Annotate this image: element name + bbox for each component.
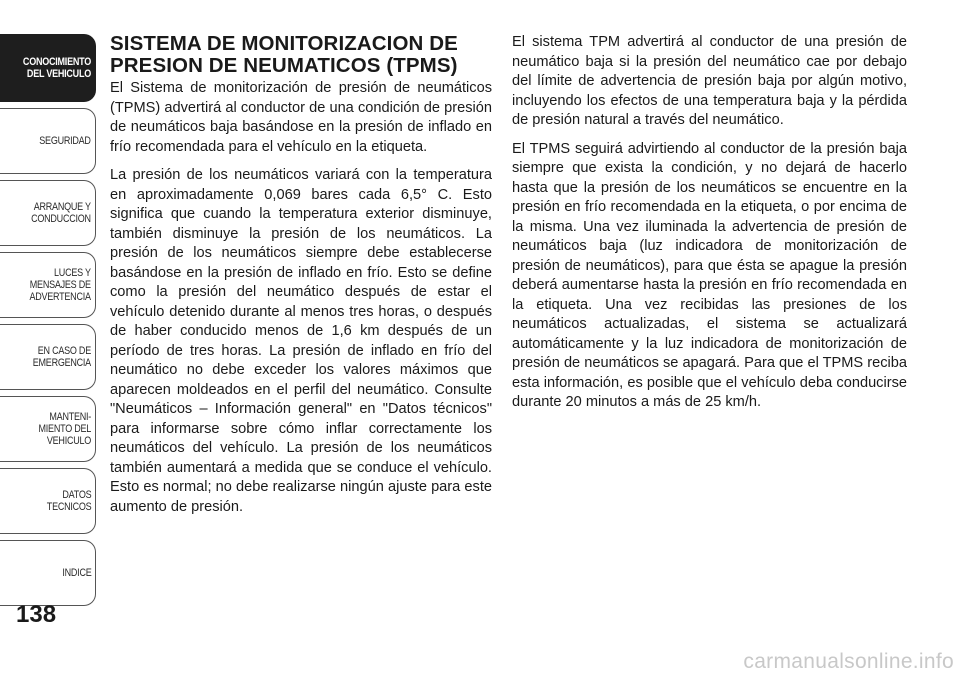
left-column bbox=[110, 33, 492, 526]
tab-label: INDICE bbox=[61, 567, 91, 579]
tab-en-caso-de-emergencia[interactable] bbox=[0, 324, 96, 390]
tab-indice[interactable] bbox=[0, 540, 96, 606]
right-column bbox=[512, 33, 907, 422]
tab-arranque-y-conduccion[interactable] bbox=[0, 180, 96, 246]
body-paragraph: El Sistema de monitorización de presión de neumáticos (TPMS) advertirá al conductor de una condición de presión de neumáticos baja basándose en la presión de inflado en frío recomendada para el vehículo en la etiqueta. bbox=[110, 80, 492, 155]
body-paragraph: El TPMS seguirá advirtiendo al conductor de la presión baja siempre que exista la condición, y no dejará de hacerlo hasta que la presión de los neumáticos se encuentre en la presión en frío recomendada en la etiqueta, o por encima de la misma. Una vez iluminada la advertencia de presión de neumáticos baja (luz indicadora de monitorización de presión de neumáticos), para que ésta se apague la presión deberá aumentarse hasta la presión en frío recomendada en la etiqueta. Una vez recibidas las presiones de los neumáticos actualizadas, el sistema se actualizará automáticamente y la luz indicadora de monitorización de presión de neumáticos se apagará. Para que el TPMS reciba esta información, es posible que el vehículo deba conducirse durante 20 minutos a más de 25 km/h. bbox=[512, 140, 907, 410]
tab-label: SEGURIDAD bbox=[39, 135, 91, 147]
section-title: SISTEMA DE MONITORIZACION DE PRESION DE NEUMATICOS (TPMS) bbox=[110, 32, 458, 77]
tab-conocimiento-del-vehiculo[interactable] bbox=[0, 34, 96, 102]
chapter-sidebar bbox=[0, 0, 98, 678]
tab-label: EN CASO DE EMERGENCIA bbox=[32, 345, 91, 369]
watermark: carmanualsonline.info bbox=[743, 650, 954, 673]
tab-label: DATOS TECNICOS bbox=[46, 489, 91, 513]
tab-mantenimiento[interactable] bbox=[0, 396, 96, 462]
page-number: 138 bbox=[16, 601, 57, 628]
tab-label: ARRANQUE Y CONDUCCION bbox=[31, 201, 91, 225]
tab-datos-tecnicos[interactable] bbox=[0, 468, 96, 534]
tab-label: LUCES Y MENSAJES DE ADVERTENCIA bbox=[29, 267, 91, 303]
body-paragraph: La presión de los neumáticos variará con la temperatura en aproximadamente 0,069 bares cada 6,5° C. Esto significa que cuando la temperatura exterior disminuye, también disminuye la presión de los neumáticos. La presión de los neumáticos siempre debe establecerse basándose en la presión de inflado en frío. Esto se define como la presión del neumático después de estar el vehículo detenido durante al menos tres horas, o después de haber conducido menos de 1,6 km después de un período de tres horas. La presión de inflado en frío del neumático no debe exceder los valores máximos que aparecen moldeados en el perfil del neumático. Consulte "Neumáticos – Información general" en "Datos técnicos" para informarse sobre cómo inflar correctamente los neumáticos del vehículo. La presión de los neumáticos también aumentará a medida que se conduce el vehículo. Esto es normal; no debe realizarse ningún ajuste para este aumento de presión. bbox=[110, 167, 492, 515]
tab-label: MANTENI- MIENTO DEL VEHICULO bbox=[38, 411, 91, 447]
tab-seguridad[interactable] bbox=[0, 108, 96, 174]
tab-luces-y-mensajes[interactable] bbox=[0, 252, 96, 318]
body-paragraph: El sistema TPM advertirá al conductor de una presión de neumático baja si la presión del neumático cae por debajo del límite de advertencia de presión baja por algún motivo, incluyendo los efectos de una temperatura baja y la pérdida de presión natural a través del neumático. bbox=[512, 34, 907, 128]
tab-label: CONOCIMIENTO DEL VEHICULO bbox=[22, 56, 91, 80]
